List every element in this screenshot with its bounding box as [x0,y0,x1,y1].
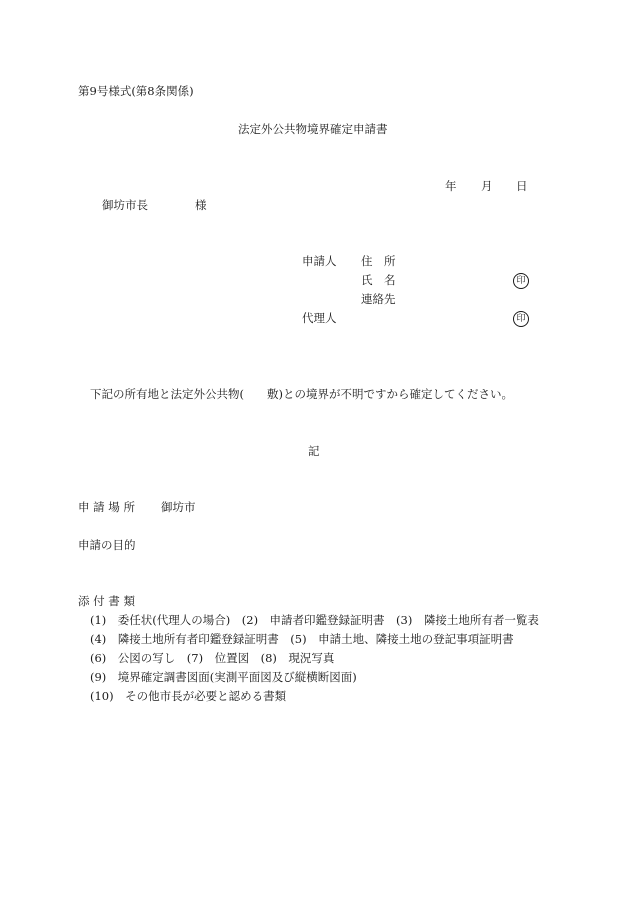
purpose-label: 申請の目的 [78,538,136,552]
seal-icon: 印 [513,273,529,289]
location-label: 申 請 場 所 [78,500,135,514]
location-value: 御坊市 [161,500,196,514]
form-number: 第9号様式(第8条関係) [78,84,194,98]
addressee-name: 御坊市長 [102,198,148,212]
agent-seal-mark [513,311,529,327]
applicant-seal-mark [513,273,529,289]
attachment-line: (10) その他市長が必要と認める書類 [90,689,287,703]
attachment-line: (1) 委任状(代理人の場合) (2) 申請者印鑑登録証明書 (3) 隣接土地所有者一覧表 [90,613,539,627]
attachments-label: 添 付 書 類 [78,594,135,608]
attachment-line: (6) 公図の写し (7) 位置図 (8) 現況写真 [90,651,335,665]
attachment-line: (4) 隣接土地所有者印鑑登録証明書 (5) 申請土地、隣接土地の登記事項証明書 [90,632,514,646]
applicant-address-label: 住 所 [361,254,396,268]
date-day-label: 日 [516,179,528,193]
request-body-text: 下記の所有地と法定外公共物( 敷)との境界が不明ですから確定してください。 [90,387,513,401]
applicant-contact-label: 連絡先 [361,292,396,306]
date-year-label: 年 [445,179,457,193]
seal-icon: 印 [513,311,529,327]
agent-label: 代理人 [302,311,337,325]
date-month-label: 月 [481,179,493,193]
ki-heading: 記 [308,444,320,458]
applicant-name-label: 氏 名 [361,273,396,287]
applicant-label: 申請人 [302,254,337,268]
attachment-line: (9) 境界確定調書図面(実測平面図及び縦横断図面) [90,670,357,684]
document-title: 法定外公共物境界確定申請書 [238,122,388,136]
addressee-honorific: 様 [195,198,207,212]
